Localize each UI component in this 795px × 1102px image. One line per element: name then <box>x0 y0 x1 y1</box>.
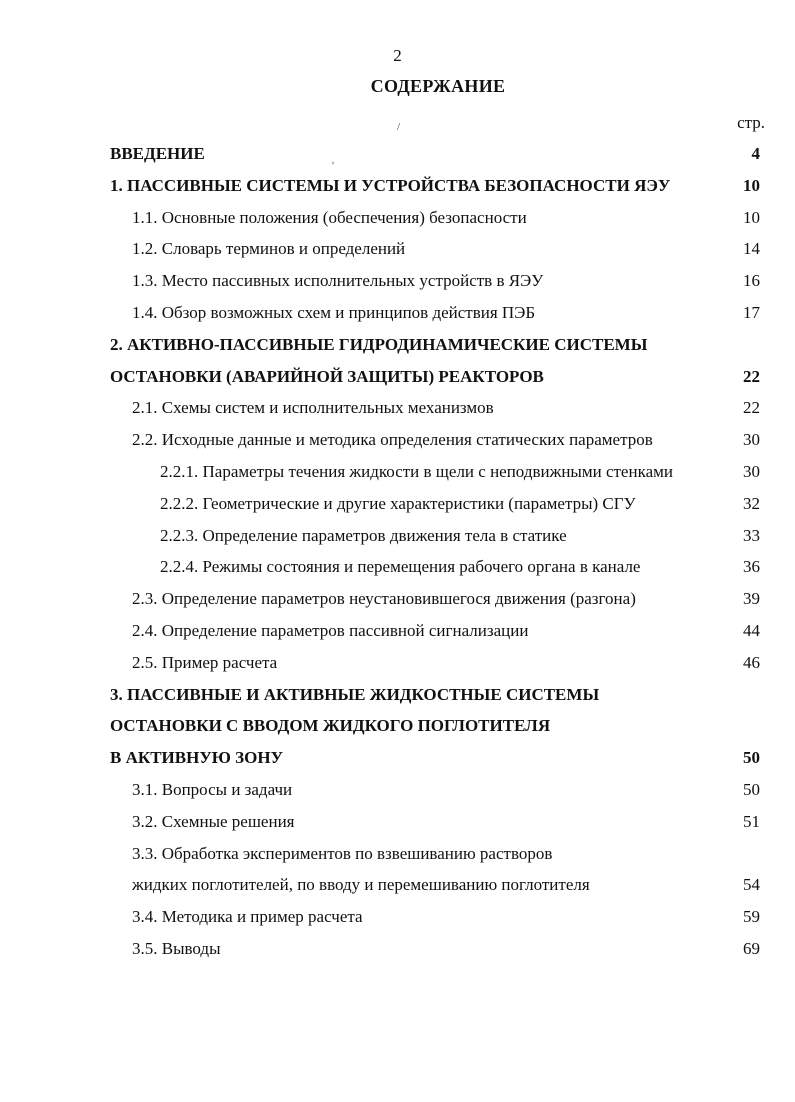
toc-entry <box>0 361 795 393</box>
toc-entry-page: 10 <box>743 207 760 227</box>
toc-entry <box>0 647 795 679</box>
toc-entry-title: 3.4. Методика и пример расчета <box>132 907 363 927</box>
toc-entry-page: 46 <box>743 652 760 672</box>
toc-entry-page: 69 <box>743 939 760 958</box>
toc-entry-title: 3.1. Вопросы и задачи <box>132 780 293 799</box>
toc-entry-page: 50 <box>743 780 760 799</box>
toc-entry <box>0 901 795 933</box>
toc-entry-page: 17 <box>743 303 760 322</box>
toc-entry-title: 2.1. Схемы систем и исполнительных механизмов <box>132 398 494 418</box>
toc-entry-page: 36 <box>743 557 760 577</box>
toc-entry <box>0 456 795 488</box>
toc-entry-title: 1.4. Обзор возможных схем и принципов действия ПЭБ <box>132 303 536 322</box>
toc-entry-page: 32 <box>743 493 760 513</box>
toc-entry <box>0 838 795 870</box>
toc-entry <box>0 233 795 265</box>
toc-entry <box>0 265 795 297</box>
page-column-header: стр. <box>737 113 765 132</box>
toc-entry-page: 30 <box>743 430 760 450</box>
page-title: СОДЕРЖАНИЕ <box>370 76 506 96</box>
toc-entry-page: 33 <box>743 525 760 545</box>
toc-entry <box>0 202 795 234</box>
toc-entry <box>0 329 795 361</box>
toc-entry <box>0 551 795 583</box>
toc-entry-title: 3.3. Обработка экспериментов по взвешиванию растворов <box>132 843 553 863</box>
scan-speck: ' <box>332 160 334 172</box>
toc-entry-title: 3.2. Схемные решения <box>132 811 295 831</box>
toc-entry <box>0 583 795 615</box>
toc-entry-title: 2.3. Определение параметров неустановившегося движения (разгона) <box>132 589 636 609</box>
toc-entry-title: 1.2. Словарь терминов и определений <box>132 239 406 259</box>
toc-entry-title: ОСТАНОВКИ С ВВОДОМ ЖИДКОГО ПОГЛОТИТЕЛЯ <box>110 716 551 736</box>
toc-entry <box>0 774 795 806</box>
toc-entry-title: 2.2.1. Параметры течения жидкости в щели с неподвижными стенками <box>160 462 673 481</box>
toc-entry <box>0 392 795 424</box>
toc-entry-page: 10 <box>743 175 760 195</box>
toc-entry <box>0 869 795 901</box>
toc-entry-title: 3. ПАССИВНЫЕ И АКТИВНЫЕ ЖИДКОСТНЫЕ СИСТЕМЫ <box>110 684 600 704</box>
toc-entry-page: 4 <box>751 144 760 163</box>
toc-entry-page: 51 <box>743 811 760 831</box>
toc-entry-title: 3.5. Выводы <box>132 939 221 958</box>
scan-speck: / <box>397 121 401 133</box>
toc-entry-title: 2. АКТИВНО-ПАССИВНЫЕ ГИДРОДИНАМИЧЕСКИЕ СИСТЕМЫ <box>110 334 648 354</box>
toc-entry-title: 2.4. Определение параметров пассивной сигнализации <box>132 621 529 640</box>
toc-entry-title: 2.2.4. Режимы состояния и перемещения рабочего органа в канале <box>160 557 641 577</box>
toc-entry-title: В АКТИВНУЮ ЗОНУ <box>110 748 284 768</box>
toc-entry-title: жидких поглотителей, по вводу и перемешиванию поглотителя <box>132 875 590 895</box>
toc-entry-page: 50 <box>743 748 760 768</box>
toc-entry-title: 2.2. Исходные данные и методика определения статических параметров <box>132 430 653 450</box>
toc-entry <box>0 615 795 647</box>
toc-entry <box>0 679 795 711</box>
toc-entry-page: 39 <box>743 589 760 609</box>
toc-entry <box>0 297 795 329</box>
toc-entry-title: 2.5. Пример расчета <box>132 652 278 672</box>
toc-entry-page: 22 <box>743 366 760 386</box>
toc-entry <box>0 742 795 774</box>
toc-entry-page: 54 <box>743 875 760 895</box>
toc-entry <box>0 710 795 742</box>
toc-entry-title: ОСТАНОВКИ (АВАРИЙНОЙ ЗАЩИТЫ) РЕАКТОРОВ <box>110 366 544 386</box>
toc-entry-page: 14 <box>743 239 760 259</box>
toc-entry <box>0 520 795 552</box>
toc-entry-page: 59 <box>743 907 760 927</box>
toc-entry <box>0 170 795 202</box>
toc-entry-title: 1.1. Основные положения (обеспечения) безопасности <box>132 207 527 227</box>
toc-entry-page: 44 <box>743 621 760 640</box>
toc-entry <box>0 424 795 456</box>
toc-entry-title: 1. ПАССИВНЫЕ СИСТЕМЫ И УСТРОЙСТВА БЕЗОПАСНОСТИ ЯЭУ <box>110 175 671 195</box>
toc-entry <box>0 488 795 520</box>
page-number: 2 <box>393 46 402 65</box>
toc-entry-page: 22 <box>743 398 760 418</box>
toc-entry-title: 2.2.2. Геометрические и другие характеристики (параметры) СГУ <box>160 493 636 513</box>
toc-entry <box>0 138 795 170</box>
toc-entry <box>0 933 795 965</box>
toc-entry-title: ВВЕДЕНИЕ <box>110 144 205 163</box>
toc-entry-page: 16 <box>743 271 760 291</box>
toc-entry-page: 30 <box>743 462 760 481</box>
toc-entry-title: 1.3. Место пассивных исполнительных устройств в ЯЭУ <box>132 271 544 291</box>
toc-entry-title: 2.2.3. Определение параметров движения тела в статике <box>160 525 567 545</box>
toc-entry <box>0 806 795 838</box>
